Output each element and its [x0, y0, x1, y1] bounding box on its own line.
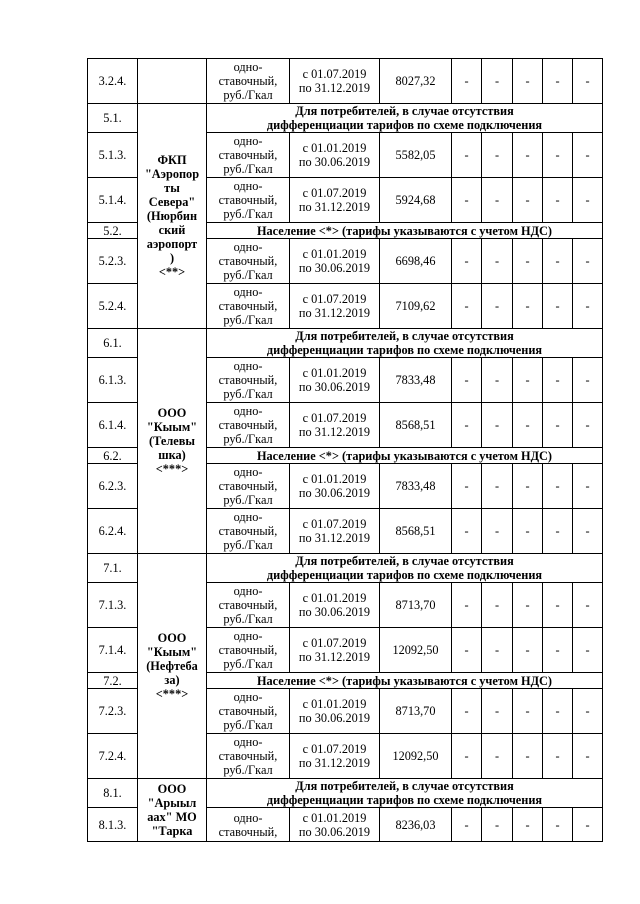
tariff-period: [290, 133, 380, 178]
tariff-period-line: по 31.12.2019: [298, 81, 371, 95]
organization-name-line: (Телевы: [149, 434, 195, 448]
empty-value-cell: -: [482, 133, 513, 178]
organization-name: [138, 554, 207, 779]
row-number: 8.1.: [88, 779, 138, 808]
organization-name-line: ты: [164, 181, 180, 195]
tariff-table: [87, 58, 603, 842]
empty-value-cell: -: [543, 808, 573, 842]
section-heading: [207, 673, 603, 689]
tariff-unit: [207, 808, 290, 842]
tariff-value: 7109,62: [380, 284, 452, 329]
tariff-unit-line: ставочный,: [218, 749, 278, 763]
tariff-unit: [207, 403, 290, 448]
row-number: 6.1.: [88, 329, 138, 358]
organization-name: [138, 779, 207, 842]
empty-value-cell: -: [543, 358, 573, 403]
organization-name-line: за): [164, 673, 180, 687]
empty-value-cell: -: [452, 628, 482, 673]
tariff-unit-line: одно-: [233, 404, 263, 418]
empty-value-cell: -: [573, 583, 603, 628]
row-number: 5.1.3.: [88, 133, 138, 178]
organization-name-line: Севера": [148, 195, 196, 209]
empty-value-cell: -: [543, 59, 573, 104]
tariff-period-line: по 30.06.2019: [298, 711, 371, 725]
tariff-unit-line: одно-: [233, 735, 263, 749]
empty-value-cell: -: [452, 178, 482, 223]
section-heading-line: дифференциации тарифов по схеме подключения: [266, 793, 543, 807]
tariff-value: 8236,03: [380, 808, 452, 842]
row-number: 5.2.4.: [88, 284, 138, 329]
tariff-period-line: по 31.12.2019: [298, 425, 371, 439]
empty-value-cell: -: [452, 464, 482, 509]
section-heading-line: Для потребителей, в случае отсутствия: [295, 779, 514, 793]
empty-value-cell: -: [452, 734, 482, 779]
empty-value-cell: -: [482, 689, 513, 734]
tariff-period-line: с 01.01.2019: [302, 472, 367, 486]
empty-value-cell: -: [513, 239, 543, 284]
organization-name: [138, 329, 207, 554]
tariff-unit-line: руб./Гкал: [223, 88, 273, 102]
empty-value-cell: -: [543, 284, 573, 329]
tariff-period-line: с 01.07.2019: [302, 742, 367, 756]
tariff-period-line: по 31.12.2019: [298, 531, 371, 545]
tariff-unit: [207, 464, 290, 509]
tariff-period-line: по 30.06.2019: [298, 155, 371, 169]
tariff-period: [290, 284, 380, 329]
empty-value-cell: -: [452, 689, 482, 734]
empty-value-cell: -: [482, 178, 513, 223]
tariff-unit-line: ставочный,: [218, 299, 278, 313]
tariff-period-line: по 30.06.2019: [298, 261, 371, 275]
tariff-unit: [207, 628, 290, 673]
empty-value-cell: -: [543, 403, 573, 448]
tariff-value: 7833,48: [380, 358, 452, 403]
tariff-unit-line: ставочный,: [218, 373, 278, 387]
empty-value-cell: -: [452, 583, 482, 628]
tariff-unit: [207, 284, 290, 329]
section-heading-line: дифференциации тарифов по схеме подключения: [266, 118, 543, 132]
organization-name-line: "Аэропор: [144, 167, 200, 181]
empty-value-cell: -: [573, 358, 603, 403]
empty-value-cell: -: [513, 583, 543, 628]
empty-value-cell: -: [573, 178, 603, 223]
tariff-unit-line: ставочный,: [218, 704, 278, 718]
tariff-unit-line: руб./Гкал: [223, 268, 273, 282]
empty-value-cell: -: [513, 628, 543, 673]
tariff-unit-line: одно-: [233, 510, 263, 524]
tariff-value: 8568,51: [380, 509, 452, 554]
organization-name-line: аах" МО: [147, 810, 197, 824]
tariff-value: 6698,46: [380, 239, 452, 284]
tariff-unit: [207, 689, 290, 734]
section-row: [88, 104, 603, 133]
empty-value-cell: -: [513, 59, 543, 104]
empty-value-cell: -: [573, 628, 603, 673]
row-number: 5.2.: [88, 223, 138, 239]
empty-value-cell: -: [482, 628, 513, 673]
tariff-value: 5582,05: [380, 133, 452, 178]
organization-name-line: "Кыым": [146, 420, 198, 434]
organization-name-line: ООО: [157, 406, 187, 420]
organization-name-line: ский: [158, 223, 186, 237]
tariff-unit-line: руб./Гкал: [223, 538, 273, 552]
empty-value-cell: -: [513, 178, 543, 223]
section-row: [88, 554, 603, 583]
tariff-period: [290, 403, 380, 448]
tariff-period-line: с 01.01.2019: [302, 591, 367, 605]
empty-value-cell: -: [452, 284, 482, 329]
empty-value-cell: -: [513, 284, 543, 329]
tariff-period-line: по 31.12.2019: [298, 650, 371, 664]
organization-name: [138, 59, 207, 104]
tariff-value: 8568,51: [380, 403, 452, 448]
empty-value-cell: -: [513, 464, 543, 509]
tariff-unit-line: руб./Гкал: [223, 612, 273, 626]
empty-value-cell: -: [513, 403, 543, 448]
tariff-unit-line: ставочный,: [218, 74, 278, 88]
organization-name-line: "Тарка: [151, 824, 193, 838]
tariff-period-line: с 01.07.2019: [302, 186, 367, 200]
empty-value-cell: -: [482, 464, 513, 509]
empty-value-cell: -: [573, 689, 603, 734]
organization-name-line: "Арыыл: [147, 796, 197, 810]
empty-value-cell: -: [543, 583, 573, 628]
tariff-unit-line: ставочный,: [218, 643, 278, 657]
row-number: 6.2.4.: [88, 509, 138, 554]
tariff-value: 8027,32: [380, 59, 452, 104]
tariff-unit-line: одно-: [233, 584, 263, 598]
row-number: 6.2.: [88, 448, 138, 464]
organization-name-line: (Нюрбин: [146, 209, 198, 223]
tariff-period-line: по 30.06.2019: [298, 605, 371, 619]
section-heading-line: Для потребителей, в случае отсутствия: [295, 329, 514, 343]
tariff-unit-line: одно-: [233, 285, 263, 299]
tariff-unit-line: руб./Гкал: [223, 313, 273, 327]
table-row: [88, 59, 603, 104]
section-heading: [207, 554, 603, 583]
empty-value-cell: -: [452, 133, 482, 178]
tariff-period: [290, 59, 380, 104]
tariff-period: [290, 734, 380, 779]
empty-value-cell: -: [452, 239, 482, 284]
table-body: [88, 59, 603, 842]
empty-value-cell: -: [513, 358, 543, 403]
organization-name-line: ООО: [157, 782, 187, 796]
section-row: [88, 779, 603, 808]
tariff-period: [290, 178, 380, 223]
organization-name-line: аэропорт: [146, 237, 198, 251]
tariff-unit-line: одно-: [233, 240, 263, 254]
tariff-period-line: с 01.07.2019: [302, 292, 367, 306]
tariff-unit-line: руб./Гкал: [223, 432, 273, 446]
tariff-period: [290, 239, 380, 284]
row-number: 6.1.4.: [88, 403, 138, 448]
tariff-period: [290, 464, 380, 509]
organization-name-line: (Нефтеба: [146, 659, 198, 673]
row-number: 8.1.3.: [88, 808, 138, 842]
section-heading: [207, 223, 603, 239]
empty-value-cell: -: [573, 284, 603, 329]
empty-value-cell: -: [573, 133, 603, 178]
empty-value-cell: -: [482, 239, 513, 284]
tariff-period-line: с 01.07.2019: [302, 67, 367, 81]
tariff-period-line: с 01.07.2019: [302, 517, 367, 531]
empty-value-cell: -: [482, 358, 513, 403]
tariff-unit: [207, 59, 290, 104]
empty-value-cell: -: [482, 734, 513, 779]
organization-name-line: <***>: [155, 687, 189, 701]
empty-value-cell: -: [452, 358, 482, 403]
tariff-period-line: по 30.06.2019: [298, 824, 371, 839]
tariff-value: 12092,50: [380, 628, 452, 673]
tariff-unit: [207, 133, 290, 178]
tariff-unit-line: одно-: [233, 465, 263, 479]
tariff-period: [290, 509, 380, 554]
tariff-period-line: с 01.01.2019: [302, 247, 367, 261]
row-number: 7.1.3.: [88, 583, 138, 628]
row-number: 3.2.4.: [88, 59, 138, 104]
empty-value-cell: -: [482, 403, 513, 448]
empty-value-cell: -: [543, 239, 573, 284]
organization-name-line: <***>: [155, 462, 189, 476]
tariff-period-line: с 01.07.2019: [302, 411, 367, 425]
empty-value-cell: -: [482, 59, 513, 104]
empty-value-cell: -: [452, 509, 482, 554]
tariff-unit-line: руб./Гкал: [223, 387, 273, 401]
section-heading-line: Население <*> (тарифы указываются с учетом НДС): [256, 673, 553, 688]
empty-value-cell: -: [543, 628, 573, 673]
section-heading-line: Для потребителей, в случае отсутствия: [295, 104, 514, 118]
tariff-period: [290, 689, 380, 734]
empty-value-cell: -: [482, 284, 513, 329]
empty-value-cell: -: [513, 509, 543, 554]
empty-value-cell: -: [543, 689, 573, 734]
tariff-unit: [207, 583, 290, 628]
tariff-period-line: по 30.06.2019: [298, 486, 371, 500]
row-number: 7.2.3.: [88, 689, 138, 734]
section-heading-line: Население <*> (тарифы указываются с учетом НДС): [256, 223, 553, 238]
tariff-period: [290, 628, 380, 673]
tariff-unit-line: ставочный,: [218, 598, 278, 612]
tariff-period: [290, 808, 380, 842]
empty-value-cell: -: [543, 734, 573, 779]
tariff-unit-line: ставочный,: [218, 824, 278, 839]
row-number: 5.2.3.: [88, 239, 138, 284]
organization-name-line: "Кыым": [146, 645, 198, 659]
section-heading-line: Население <*> (тарифы указываются с учетом НДС): [256, 448, 553, 463]
tariff-unit-line: ставочный,: [218, 524, 278, 538]
empty-value-cell: -: [482, 808, 513, 842]
empty-value-cell: -: [482, 583, 513, 628]
organization-name-line: ): [169, 251, 175, 265]
row-number: 5.1.: [88, 104, 138, 133]
tariff-unit-line: одно-: [233, 179, 263, 193]
row-number: 6.2.3.: [88, 464, 138, 509]
tariff-unit: [207, 358, 290, 403]
row-number: 7.1.: [88, 554, 138, 583]
row-number: 6.1.3.: [88, 358, 138, 403]
tariff-value: 7833,48: [380, 464, 452, 509]
tariff-unit-line: ставочный,: [218, 479, 278, 493]
empty-value-cell: -: [452, 403, 482, 448]
tariff-period-line: с 01.01.2019: [302, 366, 367, 380]
tariff-unit: [207, 239, 290, 284]
tariff-value: 12092,50: [380, 734, 452, 779]
tariff-unit-line: руб./Гкал: [223, 207, 273, 221]
section-heading-line: дифференциации тарифов по схеме подключения: [266, 343, 543, 357]
empty-value-cell: -: [573, 59, 603, 104]
row-number: 5.1.4.: [88, 178, 138, 223]
empty-value-cell: -: [573, 808, 603, 842]
empty-value-cell: -: [573, 734, 603, 779]
tariff-period-line: с 01.01.2019: [302, 697, 367, 711]
tariff-unit-line: одно-: [233, 690, 263, 704]
tariff-period: [290, 583, 380, 628]
tariff-unit-line: руб./Гкал: [223, 493, 273, 507]
organization-name-line: шка): [158, 448, 186, 462]
tariff-unit-line: руб./Гкал: [223, 657, 273, 671]
tariff-unit: [207, 178, 290, 223]
tariff-unit-line: одно-: [233, 810, 263, 825]
section-heading: [207, 448, 603, 464]
tariff-unit-line: руб./Гкал: [223, 162, 273, 176]
section-heading: [207, 329, 603, 358]
empty-value-cell: -: [482, 509, 513, 554]
organization-name-line: ФКП: [157, 153, 187, 167]
section-heading: [207, 779, 603, 808]
tariff-unit-line: одно-: [233, 359, 263, 373]
tariff-period-line: по 31.12.2019: [298, 756, 371, 770]
empty-value-cell: -: [573, 403, 603, 448]
empty-value-cell: -: [573, 464, 603, 509]
tariff-unit-line: ставочный,: [218, 148, 278, 162]
tariff-period-line: с 01.01.2019: [302, 810, 367, 825]
tariff-value: 8713,70: [380, 689, 452, 734]
tariff-value: 8713,70: [380, 583, 452, 628]
organization-name: [138, 104, 207, 329]
tariff-period: [290, 358, 380, 403]
tariff-unit: [207, 509, 290, 554]
section-heading-line: Для потребителей, в случае отсутствия: [295, 554, 514, 568]
organization-name-line: <**>: [158, 265, 186, 279]
tariff-unit-line: ставочный,: [218, 254, 278, 268]
empty-value-cell: -: [452, 808, 482, 842]
empty-value-cell: -: [573, 239, 603, 284]
organization-name-line: ООО: [157, 631, 187, 645]
tariff-period-line: по 31.12.2019: [298, 200, 371, 214]
tariff-value: 5924,68: [380, 178, 452, 223]
empty-value-cell: -: [513, 133, 543, 178]
tariff-unit-line: ставочный,: [218, 418, 278, 432]
tariff-period-line: с 01.07.2019: [302, 636, 367, 650]
empty-value-cell: -: [573, 509, 603, 554]
empty-value-cell: -: [513, 689, 543, 734]
empty-value-cell: -: [452, 59, 482, 104]
empty-value-cell: -: [543, 464, 573, 509]
empty-value-cell: -: [543, 509, 573, 554]
row-number: 7.2.: [88, 673, 138, 689]
tariff-unit-line: ставочный,: [218, 193, 278, 207]
section-heading: [207, 104, 603, 133]
empty-value-cell: -: [543, 178, 573, 223]
row-number: 7.1.4.: [88, 628, 138, 673]
tariff-period-line: с 01.01.2019: [302, 141, 367, 155]
tariff-unit-line: руб./Гкал: [223, 763, 273, 777]
tariff-unit: [207, 734, 290, 779]
tariff-period-line: по 31.12.2019: [298, 306, 371, 320]
empty-value-cell: -: [543, 133, 573, 178]
tariff-period-line: по 30.06.2019: [298, 380, 371, 394]
tariff-unit-line: одно-: [233, 134, 263, 148]
section-row: [88, 329, 603, 358]
tariff-unit-line: одно-: [233, 629, 263, 643]
tariff-unit-line: одно-: [233, 60, 263, 74]
empty-value-cell: -: [513, 734, 543, 779]
tariff-unit-line: руб./Гкал: [223, 718, 273, 732]
empty-value-cell: -: [513, 808, 543, 842]
section-heading-line: дифференциации тарифов по схеме подключения: [266, 568, 543, 582]
row-number: 7.2.4.: [88, 734, 138, 779]
